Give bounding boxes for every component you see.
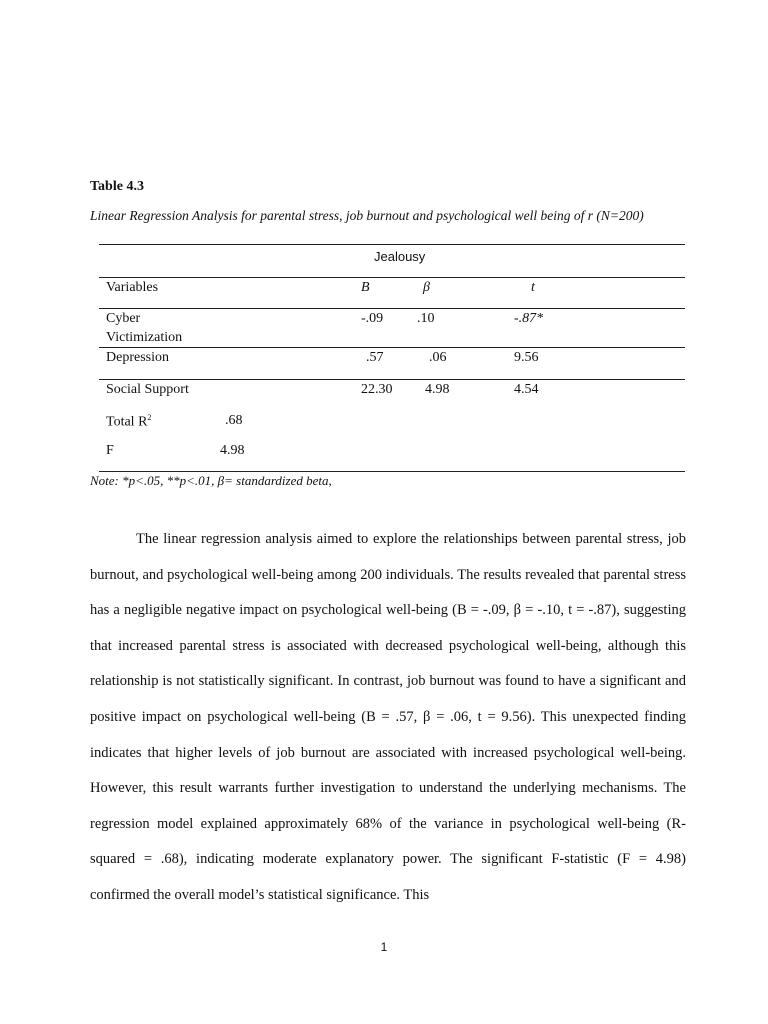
table-cell-b: -.09 xyxy=(361,311,384,326)
total-r2-value: .68 xyxy=(225,413,243,428)
table-row-rule-1 xyxy=(99,347,685,348)
body-paragraph: The linear regression analysis aimed to explore the relationships between parental stress, job burnout, and psychological well-being among 200 individuals. The results revealed that parental stress has a negligible negative impact on psychological well-being (B = -.09, β = -.10, t = -.87), suggesting that increased parental stress is associated with decreased psychological well-being, although this relationship is not statistically significant. In contrast, job burnout was found to have a significant and positive impact on psychological well-being (B = .57, β = .06, t = 9.56). This unexpected finding indicates that higher levels of job burnout are associated with increased psychological well-being. However, this result warrants further investigation to understand the underlying mechanisms. The regression model explained approximately 68% of the variance in psychological well-being (R-squared = .68), indicating moderate explanatory power. The significant F-statistic (F = 4.98) confirmed the overall model’s statistical significance. This xyxy=(90,531,686,903)
table-columns-rule xyxy=(99,308,685,309)
table-cell-b: 22.30 xyxy=(361,382,393,397)
total-r2-label: Total $R^2$ xyxy=(106,413,152,430)
table-title: Linear Regression Analysis for parental stress, job burnout and psychological well being of r (N=200) xyxy=(90,208,644,223)
table-number: Table 4.3 xyxy=(90,179,144,194)
column-header-beta: β xyxy=(423,280,430,295)
table-cell-beta: .06 xyxy=(429,350,447,365)
f-statistic-label: F xyxy=(106,443,114,458)
column-header-variables: Variables xyxy=(106,280,159,295)
table-cell-beta: 4.98 xyxy=(425,382,450,397)
column-header-t: t xyxy=(531,280,535,295)
table-cell-variable: Cyber xyxy=(106,311,141,326)
table-cell-b: .57 xyxy=(366,350,384,365)
table-group-header: Jealousy xyxy=(374,249,426,264)
column-header-b: B xyxy=(361,280,370,295)
table-cell-variable-line2: Victimization xyxy=(106,330,183,345)
table-top-rule xyxy=(99,244,685,245)
table-row-rule-2 xyxy=(99,379,685,380)
table-cell-variable: Depression xyxy=(106,350,169,365)
table-cell-t: 4.54 xyxy=(514,382,539,397)
table-cell-beta: .10 xyxy=(417,311,435,326)
total-r2-superscript: 2 xyxy=(147,413,152,422)
table-cell-t: -.87* xyxy=(514,311,544,326)
table-cell-t: 9.56 xyxy=(514,350,539,365)
table-bottom-rule xyxy=(99,471,685,472)
table-note: Note: *p<.05, **p<.01, β= standardized beta, xyxy=(90,473,332,488)
table-header-rule xyxy=(99,277,685,278)
page-number: 1 xyxy=(380,940,388,954)
f-statistic-value: 4.98 xyxy=(220,443,245,458)
table-cell-variable: Social Support xyxy=(106,382,189,397)
